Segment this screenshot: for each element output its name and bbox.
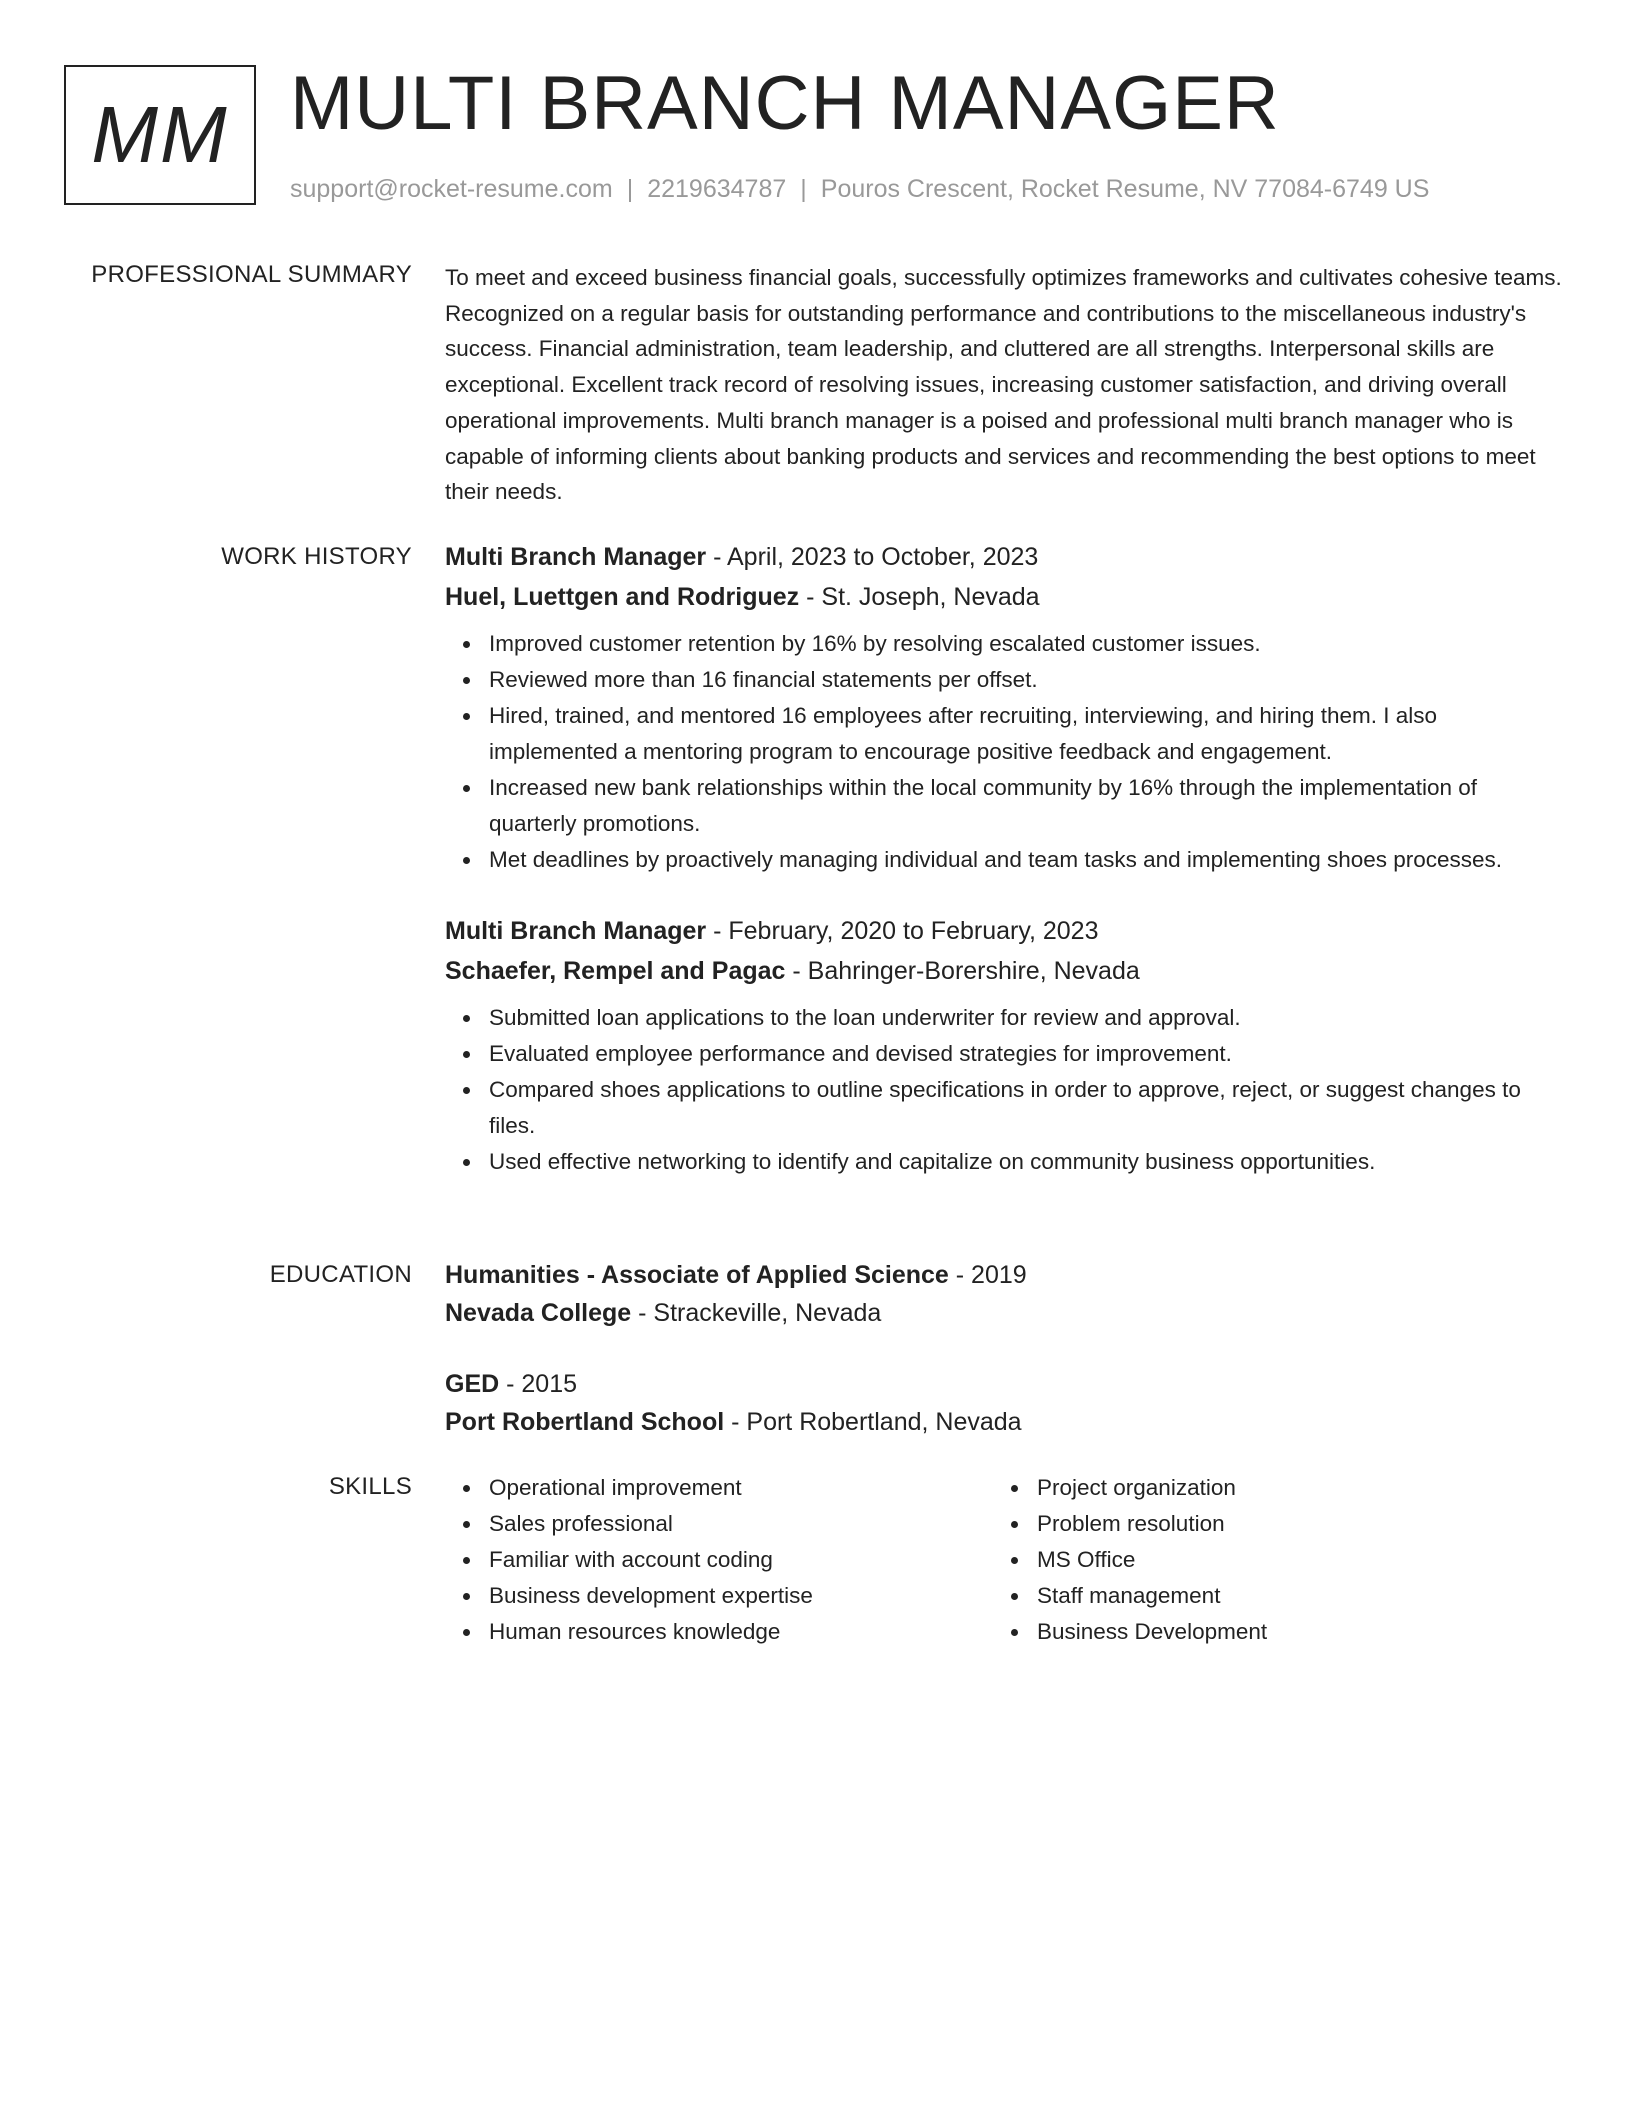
job-location: - Bahringer-Borershire, Nevada bbox=[785, 957, 1140, 985]
skill-item: Operational improvement bbox=[489, 1470, 993, 1506]
work-history-title: WORK HISTORY bbox=[221, 543, 412, 570]
job-title-line bbox=[445, 537, 1565, 577]
job-bullet: Compared shoes applications to outline specifications in order to approve, reject, or suggest changes to files. bbox=[489, 1072, 1565, 1144]
job-company: Schaefer, Rempel and Pagac bbox=[445, 957, 786, 985]
skills-columns bbox=[445, 1470, 1565, 1650]
education-school-line bbox=[445, 1294, 1565, 1332]
job-dates: - April, 2023 to October, 2023 bbox=[706, 543, 1039, 571]
summary-title: PROFESSIONAL SUMMARY bbox=[91, 261, 412, 288]
job-bullet-list bbox=[445, 626, 1565, 878]
skills-list-right bbox=[993, 1470, 1541, 1650]
contact-address: Pouros Crescent, Rocket Resume, NV 77084-6749 US bbox=[820, 175, 1430, 203]
skill-item: Human resources knowledge bbox=[489, 1614, 993, 1650]
job-company: Huel, Luettgen and Rodriguez bbox=[445, 583, 800, 611]
education-entry bbox=[445, 1365, 1565, 1441]
job-bullet: Reviewed more than 16 financial statements per offset. bbox=[489, 662, 1565, 698]
job-bullet: Met deadlines by proactively managing individual and team tasks and implementing shoes processes. bbox=[489, 842, 1565, 878]
skills-body bbox=[445, 1470, 1565, 1650]
job-title-line bbox=[445, 911, 1565, 951]
job-bullet: Hired, trained, and mentored 16 employees after recruiting, interviewing, and hiring them. I also implemented a mentoring program to encourage positive feedback and engagement. bbox=[489, 698, 1565, 770]
education-school-line bbox=[445, 1403, 1565, 1441]
summary-text: To meet and exceed business financial goals, successfully optimizes frameworks and cultivates cohesive teams. Recognized on a regular basis for outstanding performance and contributions to the miscellaneous industry's success. Financial administration, team leadership, and cluttered are all strengths. Interpersonal skills are exceptional. Excellent track record of resolving issues, increasing customer satisfaction, and driving overall operational improvements. Multi branch manager is a poised and professional multi branch manager who is capable of informing clients about banking products and services and recommending the best options to meet their needs. bbox=[445, 265, 1562, 505]
job-role: Multi Branch Manager bbox=[445, 543, 707, 571]
education-school: Port Robertland School bbox=[445, 1408, 725, 1436]
education-degree-line bbox=[445, 1256, 1565, 1294]
skill-item: MS Office bbox=[1037, 1542, 1541, 1578]
education-year: - 2019 bbox=[948, 1261, 1027, 1289]
education-body bbox=[445, 1256, 1565, 1441]
job-bullet-list bbox=[445, 1000, 1565, 1180]
job-entry bbox=[445, 537, 1565, 878]
job-entry bbox=[445, 911, 1565, 1180]
skill-item: Sales professional bbox=[489, 1506, 993, 1542]
job-bullet: Increased new bank relationships within the local community by 16% through the implementation of quarterly promotions. bbox=[489, 770, 1565, 842]
resume-header bbox=[64, 61, 1564, 215]
contact-separator: | bbox=[800, 175, 807, 203]
skill-item: Business Development bbox=[1037, 1614, 1541, 1650]
job-bullet: Used effective networking to identify and capitalize on community business opportunities. bbox=[489, 1144, 1565, 1180]
job-dates: - February, 2020 to February, 2023 bbox=[706, 917, 1099, 945]
job-company-line bbox=[445, 577, 1565, 617]
job-bullet: Submitted loan applications to the loan underwriter for review and approval. bbox=[489, 1000, 1565, 1036]
summary-body bbox=[445, 260, 1565, 510]
job-company-line bbox=[445, 951, 1565, 991]
job-role: Multi Branch Manager bbox=[445, 917, 707, 945]
contact-phone: 2219634787 bbox=[647, 175, 787, 203]
contact-separator: | bbox=[626, 175, 634, 203]
monogram-logo: MM bbox=[64, 65, 256, 205]
skill-item: Familiar with account coding bbox=[489, 1542, 993, 1578]
education-school: Nevada College bbox=[445, 1299, 632, 1327]
skill-item: Problem resolution bbox=[1037, 1506, 1541, 1542]
skills-list-left bbox=[445, 1470, 993, 1650]
education-degree-line bbox=[445, 1365, 1565, 1403]
skills-column-right bbox=[993, 1470, 1541, 1650]
job-location: - St. Joseph, Nevada bbox=[799, 583, 1040, 611]
skill-item: Project organization bbox=[1037, 1470, 1541, 1506]
skills-column-left bbox=[445, 1470, 993, 1650]
education-year: - 2015 bbox=[499, 1370, 578, 1398]
education-location: - Strackeville, Nevada bbox=[631, 1299, 882, 1327]
skill-item: Staff management bbox=[1037, 1578, 1541, 1614]
contact-email: support@rocket-resume.com bbox=[290, 175, 613, 203]
education-degree: GED bbox=[445, 1370, 500, 1398]
skill-item: Business development expertise bbox=[489, 1578, 993, 1614]
candidate-name: MULTI BRANCH MANAGER bbox=[290, 61, 1280, 146]
education-location: - Port Robertland, Nevada bbox=[724, 1408, 1022, 1436]
contact-line bbox=[290, 173, 1429, 205]
work-history-body bbox=[445, 537, 1565, 1180]
job-bullet: Improved customer retention by 16% by resolving escalated customer issues. bbox=[489, 626, 1565, 662]
education-title: EDUCATION bbox=[269, 1261, 412, 1288]
education-entry bbox=[445, 1256, 1565, 1332]
education-degree: Humanities - Associate of Applied Science bbox=[445, 1261, 949, 1289]
job-bullet: Evaluated employee performance and devised strategies for improvement. bbox=[489, 1036, 1565, 1072]
skills-title: SKILLS bbox=[328, 1473, 412, 1500]
